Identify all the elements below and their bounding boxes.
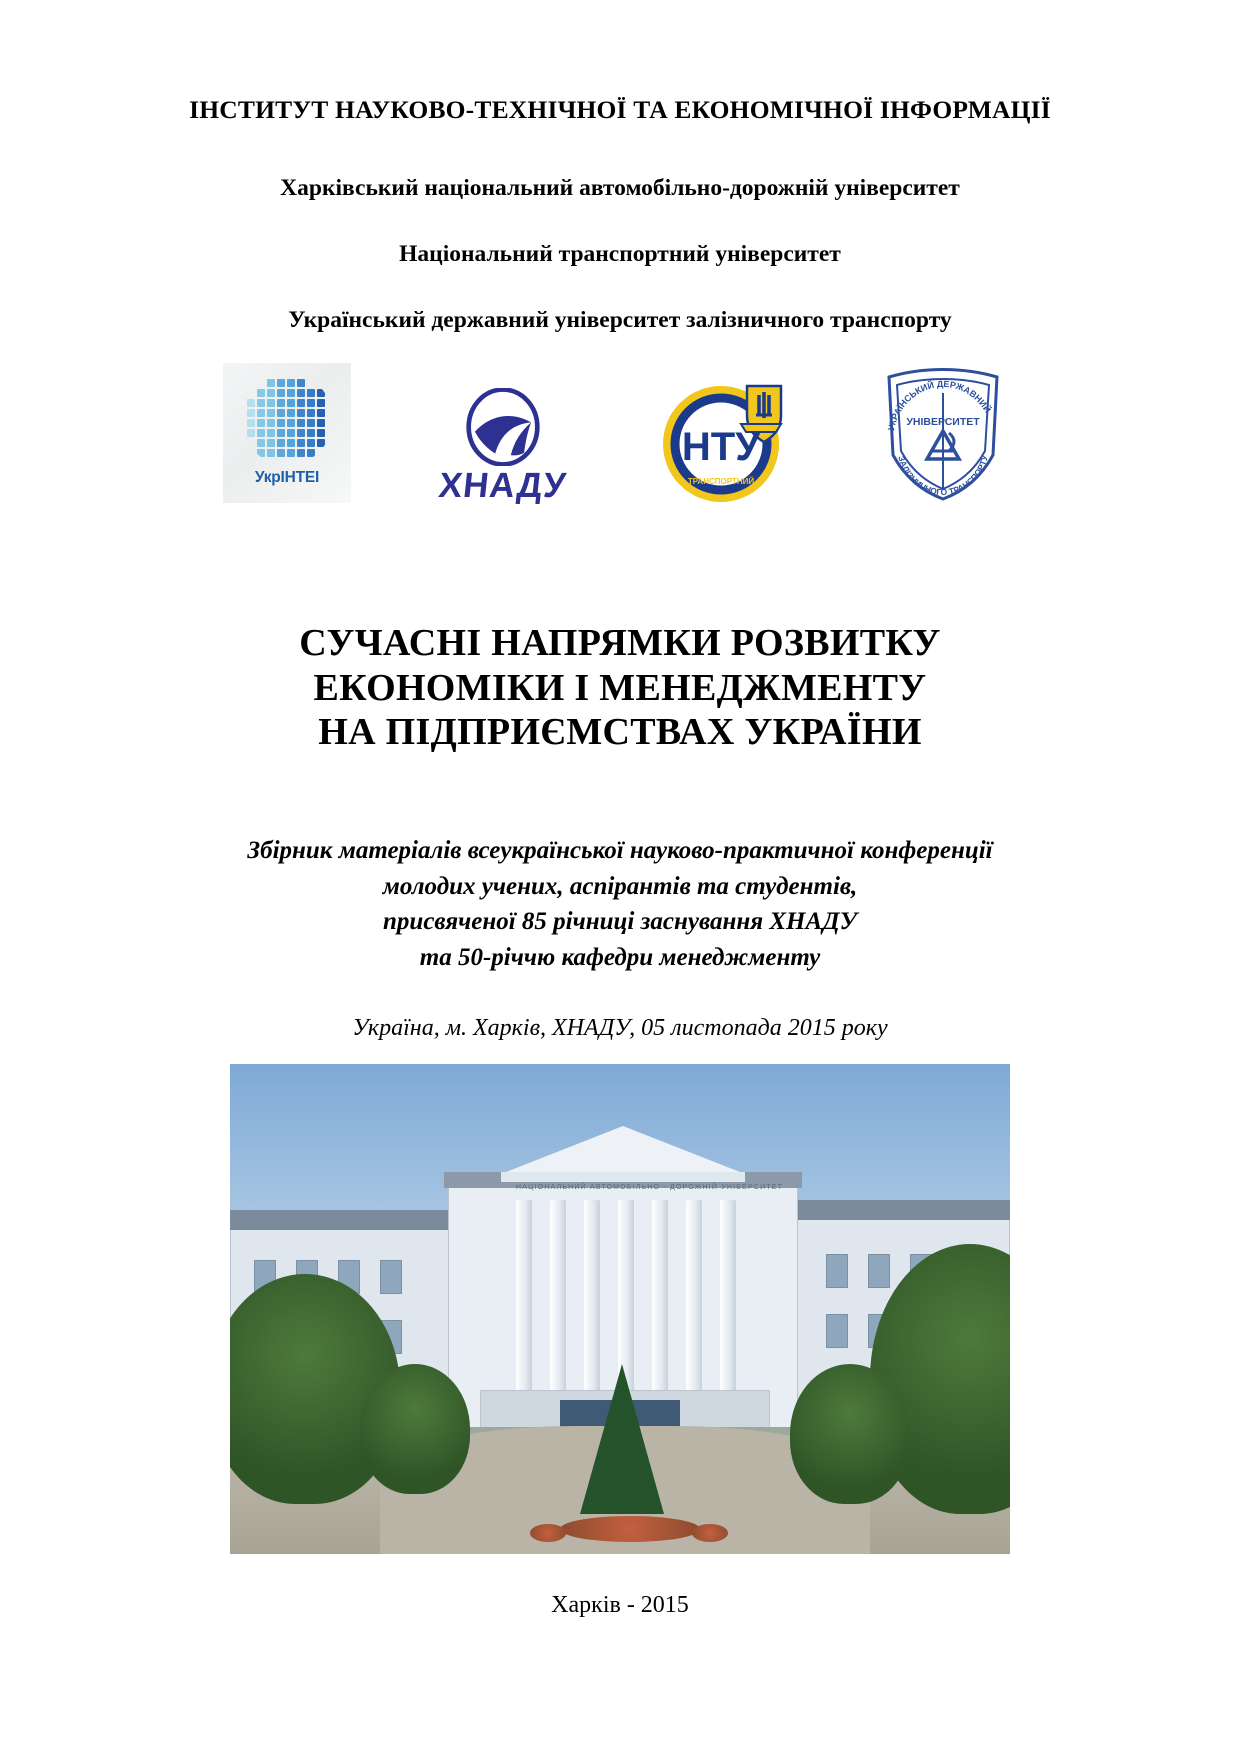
footer-year: Харків - 2015 bbox=[551, 1592, 689, 1619]
university-building-photo bbox=[230, 1064, 1010, 1554]
institute-title: ІНСТИТУТ НАУКОВО-ТЕХНІЧНОЇ ТА ЕКОНОМІЧНОЇ ІНФОРМАЦІЇ bbox=[189, 95, 1051, 124]
photo-column bbox=[652, 1200, 668, 1390]
subtitle-line-2: молодих учених, аспірантів та студентів, bbox=[382, 872, 858, 900]
title-line-3: НА ПІДПРИЄМСТВАХ УКРАЇНИ bbox=[318, 711, 922, 754]
gear-trident-emblem-icon bbox=[655, 368, 795, 503]
org-line-ukrduzt: Український державний університет залізничного транспорту bbox=[288, 307, 952, 334]
ukrduzt-logo bbox=[867, 363, 1017, 503]
photo-column bbox=[686, 1200, 702, 1390]
photo-column bbox=[550, 1200, 566, 1390]
photo-tree bbox=[360, 1364, 470, 1494]
road-swoosh-circle-icon bbox=[464, 388, 542, 466]
photo-entablature bbox=[501, 1172, 745, 1182]
svg-text:ЗАЛІЗНИЧНОГО ТРАНСПОРТУ: ЗАЛІЗНИЧНОГО ТРАНСПОРТУ bbox=[896, 453, 990, 497]
ukrintei-logo-plate bbox=[223, 363, 351, 503]
subtitle-line-1: Збірник матеріалів всеукраїнської науково-практичної конференції bbox=[247, 837, 993, 865]
photo-right-roof bbox=[786, 1200, 1010, 1220]
svg-text:УКРАЇНСЬКИЙ ДЕРЖАВНИЙ: УКРАЇНСЬКИЙ ДЕРЖАВНИЙ bbox=[885, 378, 993, 432]
ukrintei-logo-label: УкрІНТЕІ bbox=[254, 468, 320, 486]
svg-text:ТРАНСПОРТНИЙ: ТРАНСПОРТНИЙ bbox=[687, 476, 755, 486]
org-line-hnadu: Харківський національний автомобільно-дорожній університет bbox=[280, 174, 960, 201]
dotted-globe-icon bbox=[241, 373, 333, 465]
page-title bbox=[110, 621, 1130, 755]
photo-window bbox=[868, 1254, 890, 1288]
logo-row bbox=[110, 358, 1130, 503]
photo-window bbox=[826, 1314, 848, 1348]
photo-window bbox=[826, 1254, 848, 1288]
shield-book-emblem-icon bbox=[867, 363, 1017, 503]
photo-column bbox=[584, 1200, 600, 1390]
photo-frieze-text: НАЦІОНАЛЬНИЙ АВТОМОБІЛЬНО - ДОРОЖНІЙ УНІВЕРСИТЕТ bbox=[516, 1184, 784, 1192]
photo-left-roof bbox=[230, 1210, 466, 1230]
photo-window bbox=[380, 1260, 402, 1294]
hnadu-logo bbox=[423, 388, 583, 503]
photo-column bbox=[516, 1200, 532, 1390]
photo-fir-tree bbox=[580, 1364, 664, 1514]
org-line-ntu: Національний транспортний університет bbox=[399, 240, 841, 267]
title-line-1: СУЧАСНІ НАПРЯМКИ РОЗВИТКУ bbox=[299, 621, 941, 664]
svg-text:НТУ: НТУ bbox=[681, 424, 761, 469]
svg-text:УНІВЕРСИТЕТ: УНІВЕРСИТЕТ bbox=[906, 415, 980, 428]
subtitle-line-4: та 50-річчю кафедри менеджменту bbox=[419, 943, 821, 971]
subtitle-line-3: присвяченої 85 річниці заснування ХНАДУ bbox=[383, 908, 857, 936]
ukrintei-logo bbox=[223, 363, 351, 503]
subtitle-block bbox=[110, 833, 1130, 975]
hnadu-logo-label: ХНАДУ bbox=[437, 465, 569, 505]
photo-pediment bbox=[501, 1126, 745, 1174]
photo-column bbox=[618, 1200, 634, 1390]
photo-column bbox=[720, 1200, 736, 1390]
conference-place-date: Україна, м. Харків, ХНАДУ, 05 листопада 2015 року bbox=[352, 1015, 888, 1042]
ntu-logo bbox=[655, 368, 795, 503]
title-line-2: ЕКОНОМІКИ І МЕНЕДЖМЕНТУ bbox=[313, 666, 927, 709]
photo-tree bbox=[790, 1364, 910, 1504]
